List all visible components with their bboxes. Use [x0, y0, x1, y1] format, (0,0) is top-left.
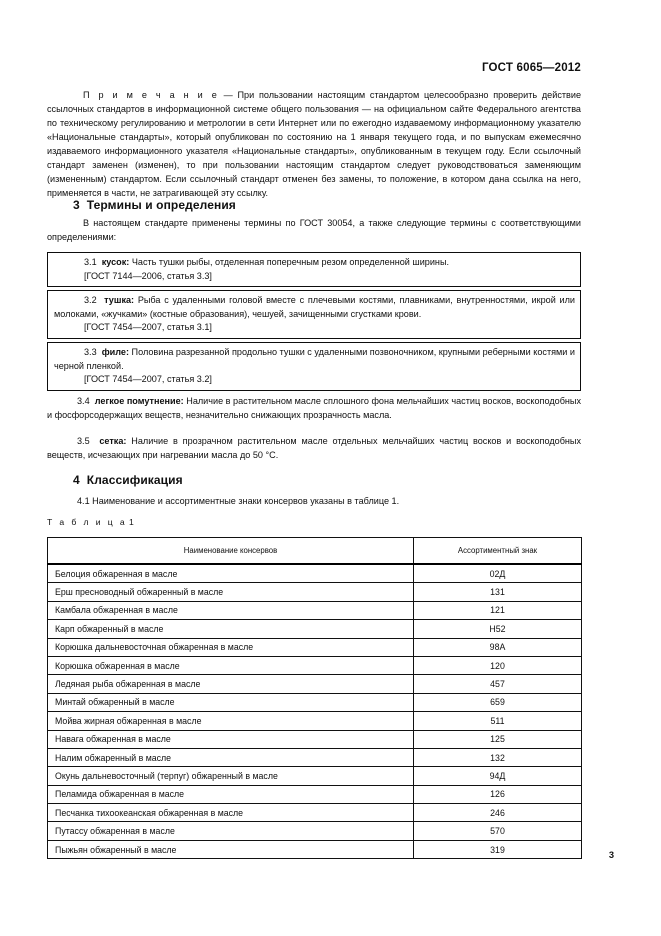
- section-title: Классификация: [86, 473, 183, 487]
- table-row: [48, 675, 582, 693]
- section-number: 3: [73, 198, 80, 212]
- cell-assortment-mark: Н52: [414, 620, 582, 638]
- definition-box-3-2: [47, 290, 581, 339]
- cell-assortment-mark: 98А: [414, 638, 582, 656]
- definition-line: [54, 294, 575, 321]
- column-header-name: Наименование консервов: [48, 538, 414, 565]
- cell-product-name: Пеламида обжаренная в масле: [48, 785, 414, 803]
- section-heading-classification: [73, 473, 183, 487]
- table-caption: [47, 517, 134, 527]
- definition-text: Наличие в растительном масле сплошного фона мельчайших частиц восков, воскоподобных и фосфорсодержащих веществ, незначительно снижающих прозрачность масла.: [47, 396, 582, 421]
- cell-product-name: Карп обжаренный в масле: [48, 620, 414, 638]
- table-row: [48, 730, 582, 748]
- column-header-mark: Ассортиментный знак: [414, 538, 582, 565]
- table-row: [48, 840, 582, 858]
- cell-assortment-mark: 125: [414, 730, 582, 748]
- table-caption-label: Т а б л и ц а: [47, 517, 127, 527]
- cell-product-name: Ерш пресноводный обжаренный в масле: [48, 583, 414, 601]
- definition-source: [ГОСТ 7454—2007, статья 3.2]: [84, 374, 212, 385]
- page-number: 3: [608, 850, 614, 860]
- table-row: [48, 822, 582, 840]
- cell-assortment-mark: 132: [414, 748, 582, 766]
- table-row: [48, 620, 582, 638]
- table-row: [48, 656, 582, 674]
- table-row: [48, 712, 582, 730]
- cell-product-name: Корюшка дальневосточная обжаренная в масле: [48, 638, 414, 656]
- table-row: [48, 804, 582, 822]
- table-row: [48, 564, 582, 583]
- definition-source: [ГОСТ 7454—2007, статья 3.1]: [84, 322, 212, 333]
- definition-text: Рыба с удаленными головой вместе с плечевыми костями, плавниками, внутренностями, икрой или молоками, «жучками» (костные образования), чешуей, зачищенными сгустками крови.: [54, 295, 575, 319]
- definition-line: [54, 346, 575, 373]
- definition-term: филе:: [101, 347, 130, 357]
- cell-product-name: Корюшка обжаренная в масле: [48, 656, 414, 674]
- definition-box-3-1: [47, 252, 581, 287]
- cell-product-name: Пыжьян обжаренный в масле: [48, 840, 414, 858]
- cell-assortment-mark: 457: [414, 675, 582, 693]
- definition-term: сетка:: [99, 436, 127, 446]
- definition-number: 3.1: [84, 257, 97, 267]
- table-row: [48, 767, 582, 785]
- cell-product-name: Белоция обжаренная в масле: [48, 564, 414, 583]
- definition-3-5: [47, 434, 581, 462]
- cell-assortment-mark: 511: [414, 712, 582, 730]
- cell-product-name: Налим обжаренный в масле: [48, 748, 414, 766]
- definition-source: [ГОСТ 7144—2006, статья 3.3]: [84, 270, 212, 281]
- definition-number: 3.3: [84, 347, 97, 357]
- cell-assortment-mark: 570: [414, 822, 582, 840]
- table-header-row: [48, 538, 582, 565]
- terms-intro-text: В настоящем стандарте применены термины по ГОСТ 30054, а также следующие термины с соответствующими определениями:: [47, 218, 581, 243]
- running-header-standard-ref: ГОСТ 6065—2012: [481, 62, 581, 74]
- cell-product-name: Ледяная рыба обжаренная в масле: [48, 675, 414, 693]
- table-row: [48, 785, 582, 803]
- note-block: [47, 88, 581, 200]
- cell-product-name: Минтай обжаренный в масле: [48, 693, 414, 711]
- cell-product-name: Мойва жирная обжаренная в масле: [48, 712, 414, 730]
- cell-product-name: Путассу обжаренная в масле: [48, 822, 414, 840]
- cell-assortment-mark: 246: [414, 804, 582, 822]
- clause-4-1: 4.1 Наименование и ассортиментные знаки консервов указаны в таблице 1.: [77, 496, 400, 506]
- cell-assortment-mark: 02Д: [414, 564, 582, 583]
- table-body: [48, 564, 582, 859]
- table-row: [48, 693, 582, 711]
- cell-assortment-mark: 94Д: [414, 767, 582, 785]
- definition-text: Наличие в прозрачном растительном масле отдельных мельчайших частиц восков и воскоподобных веществ, исчезающих при нагревании масла до 50 °C.: [47, 436, 582, 461]
- cell-assortment-mark: 131: [414, 583, 582, 601]
- definition-line: [47, 394, 581, 422]
- cell-product-name: Песчанка тихоокеанская обжаренная в масле: [48, 804, 414, 822]
- definition-line: [47, 434, 581, 462]
- cell-product-name: Окунь дальневосточный (терпуг) обжаренный в масле: [48, 767, 414, 785]
- section-heading-terms: [73, 198, 236, 212]
- definition-term: легкое помутнение:: [94, 396, 184, 406]
- definition-number: 3.5: [77, 436, 90, 446]
- table-caption-number: 1: [129, 517, 134, 527]
- definition-text: Половина разрезанной продольно тушки с удаленными позвоночником, крупными реберными костями и черной пленкой.: [54, 347, 575, 371]
- section-title: Термины и определения: [86, 198, 236, 212]
- table-row: [48, 601, 582, 619]
- cell-assortment-mark: 121: [414, 601, 582, 619]
- definition-term: тушка:: [104, 295, 135, 305]
- assortment-table: [47, 537, 582, 859]
- note-text: При пользовании настоящим стандартом целесообразно проверить действие ссылочных стандартов в информационной системе общего пользования — на официальном сайте Федерального агентства по техническому регулированию и метрологии в сети Интернет или по ежегодно издаваемому информационному указателю «Национальные стандарты», который опубликован по состоянию на 1 января текущего года, и по выпускам ежемесячно издаваемого информационного указателя «Национальные стандарты», опубликованным в текущем году. Если ссылочный стандарт заменен (изменен), то при пользовании настоящим стандартом следует руководствоваться заменяющим (измененным) стандартом. Если ссылочный стандарт отменен без замены, то положение, в котором дана ссылка на него, применяется в части, не затрагивающей эту ссылку.: [47, 90, 581, 199]
- definition-number: 3.2: [84, 295, 97, 305]
- table-row: [48, 583, 582, 601]
- cell-product-name: Камбала обжаренная в масле: [48, 601, 414, 619]
- cell-assortment-mark: 319: [414, 840, 582, 858]
- section-number: 4: [73, 473, 80, 487]
- definition-text: Часть тушки рыбы, отделенная поперечным резом определенной ширины.: [131, 257, 450, 267]
- table-row: [48, 638, 582, 656]
- cell-assortment-mark: 120: [414, 656, 582, 674]
- terms-intro: [47, 216, 581, 244]
- note-label: П р и м е ч а н и е: [83, 90, 219, 100]
- definition-line: [54, 256, 575, 270]
- cell-assortment-mark: 659: [414, 693, 582, 711]
- definition-3-4: [47, 394, 581, 422]
- cell-assortment-mark: 126: [414, 785, 582, 803]
- definition-term: кусок:: [101, 257, 130, 267]
- definition-box-3-3: [47, 342, 581, 391]
- cell-product-name: Навага обжаренная в масле: [48, 730, 414, 748]
- table-row: [48, 748, 582, 766]
- note-dash: —: [218, 90, 238, 100]
- note-paragraph: [47, 88, 581, 200]
- definition-number: 3.4: [77, 396, 90, 406]
